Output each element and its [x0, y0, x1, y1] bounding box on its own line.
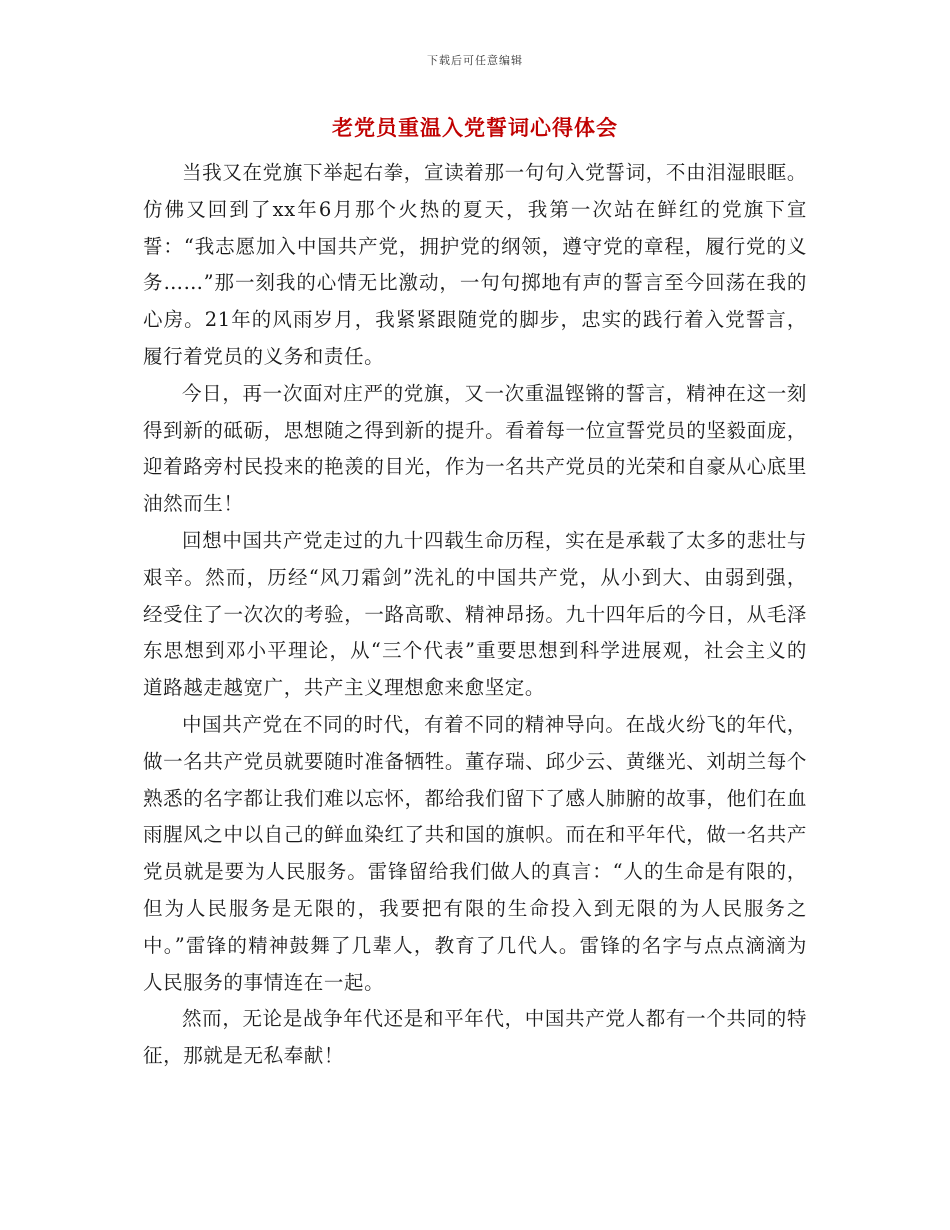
document-title: 老党员重温入党誓词心得体会 — [332, 115, 618, 140]
paragraph: 中国共产党在不同的时代，有着不同的精神导向。在战火纷飞的年代，做一名共产党员就要随时准备牺牲。董存瑞、邱少云、黄继光、刘胡兰每个熟悉的名字都让我们难以忘怀，都给我们留下了感人肺腑的故事，他们在血雨腥风之中以自己的鲜血染红了共和国的旗帜。而在和平年代，做一名共产党员就是要为人民服务。雷锋留给我们做人的真言：“人的生命是有限的，但为人民服务是无限的，我要把有限的生命投入到无限的为人民服务之中。”雷锋的精神鼓舞了几辈人，教育了几代人。雷锋的名字与点点滴滴为人民服务的事情连在一起。 — [143, 712, 807, 994]
header-note: 下载后可任意编辑 — [427, 54, 523, 67]
paragraph: 回想中国共产党走过的九十四载生命历程，实在是承载了太多的悲壮与艰辛。然而，历经“风刀霜剑”洗礼的中国共产党，从小到大、由弱到强，经受住了一次次的考验，一路高歌、精神昂扬。九十四年后的今日，从毛泽东思想到邓小平理论，从“三个代表”重要思想到科学进展观，社会主义的道路越走越宽广，共产主义理想愈来愈坚定。 — [143, 528, 807, 700]
paragraph: 今日，再一次面对庄严的党旗，又一次重温铿锵的誓言，精神在这一刻得到新的砥砺，思想随之得到新的提升。看着每一位宣誓党员的坚毅面庞，迎着路旁村民投来的艳羡的目光，作为一名共产党员的光荣和自豪从心底里油然而生！ — [143, 381, 807, 516]
paragraph: 当我又在党旗下举起右拳，宣读着那一句句入党誓词，不由泪湿眼眶。仿佛又回到了xx年6月那个火热的夏天，我第一次站在鲜红的党旗下宣誓：“我志愿加入中国共产党，拥护党的纲领，遵守党的章程，履行党的义务……”那一刻我的心情无比激动，一句句掷地有声的誓言至今回荡在我的心房。21年的风雨岁月，我紧紧跟随党的脚步，忠实的践行着入党誓言，履行着党员的义务和责任。 — [143, 161, 807, 368]
paragraph: 然而，无论是战争年代还是和平年代，中国共产党人都有一个共同的特征，那就是无私奉献！ — [143, 1007, 807, 1068]
document-body — [143, 155, 807, 1075]
